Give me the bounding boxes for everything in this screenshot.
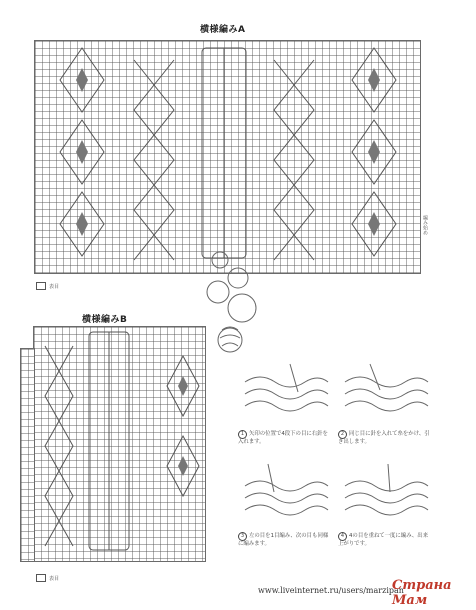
chart-a-title: 横様編みA [200,25,246,35]
step-4-illustration [340,462,430,527]
step-4-text: 4の目を重ねて一度に編み、出来上がりです。 [338,533,429,547]
step-1-number: 1 [238,430,247,439]
step-2-text: 同じ目に針を入れて糸をかけ、引き出します。 [338,431,430,445]
step-1-caption [238,430,333,446]
chart-a-legend [36,282,59,290]
step-2-illustration [340,362,430,422]
step-3-illustration [240,462,330,527]
step-4-number: 4 [338,532,347,541]
step-1-text: 矢印の位置で4段下の目に右針を入れます。 [238,431,328,445]
step-2-number: 2 [338,430,347,439]
step-3-text: 左の目を1目編み、次の目も同様に編みます。 [238,533,329,547]
step-1-illustration [240,362,330,422]
chart-a-legend-label: 表目 [49,283,60,290]
chart-a-side-note: 編み始め [422,215,428,235]
watermark-brand: Страна Мам [392,578,452,608]
step-4-caption [338,532,433,548]
chart-b-legend-label: 表目 [49,575,60,582]
chart-b-motifs [33,326,204,560]
step-3-number: 3 [238,532,247,541]
legend-knit-symbol [36,282,46,290]
watermark-url: www.liveinternet.ru/users/marzipan [258,586,404,595]
yarn-ball-illustration [200,248,270,358]
step-3-caption [238,532,333,548]
chart-b-legend [36,574,59,582]
chart-b-title: 横様編みB [82,315,128,325]
legend-knit-symbol-b [36,574,46,582]
chart-a-motifs [34,40,419,272]
step-2-caption [338,430,433,446]
